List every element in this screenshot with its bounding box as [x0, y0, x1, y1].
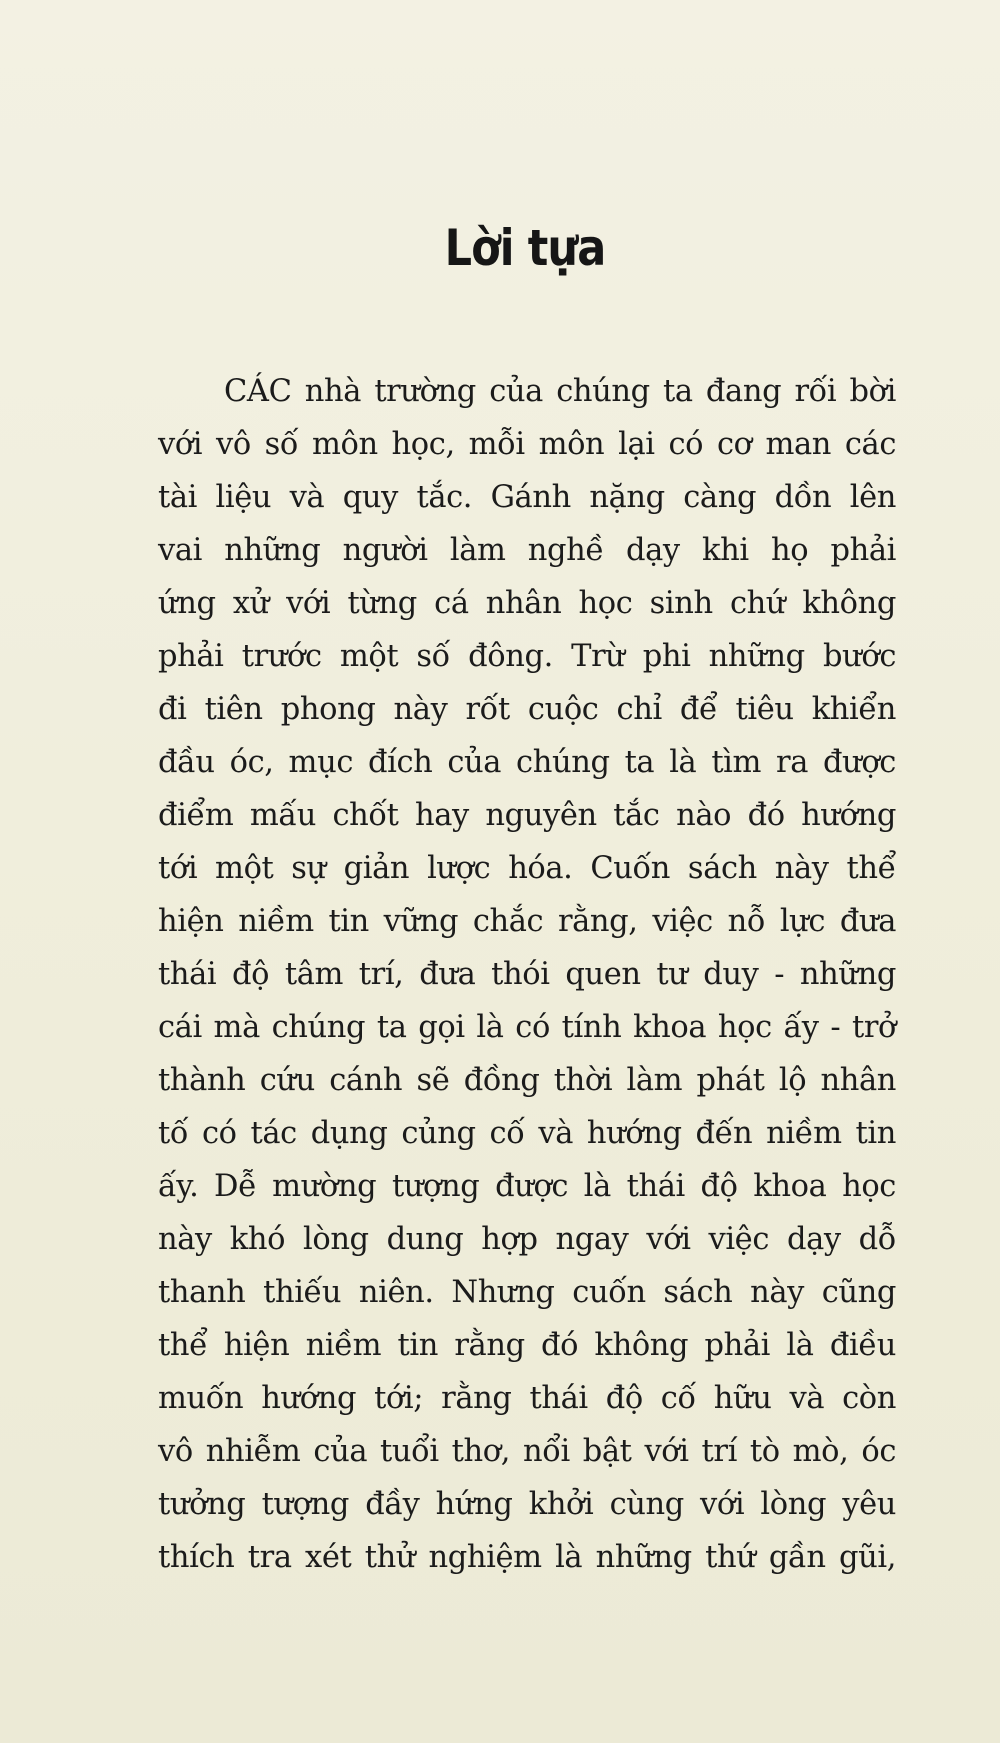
text-line: thái độ tâm trí, đưa thói quen tư duy - những [158, 957, 896, 992]
text-line: đầu óc, mục đích của chúng ta là tìm ra được [158, 745, 896, 780]
text-line: thành cứu cánh sẽ đồng thời làm phát lộ nhân [158, 1063, 896, 1098]
text-line: ấy. Dễ mường tượng được là thái độ khoa học [158, 1169, 896, 1204]
text-line: vô nhiễm của tuổi thơ, nổi bật với trí tò mò, óc [158, 1434, 896, 1469]
text-line: ứng xử với từng cá nhân học sinh chứ không [158, 586, 896, 621]
text-line: này khó lòng dung hợp ngay với việc dạy dỗ [158, 1222, 896, 1257]
text-line: với vô số môn học, mỗi môn lại có cơ man các [158, 427, 896, 462]
text-line: điểm mấu chốt hay nguyên tắc nào đó hướng [158, 798, 896, 833]
text-line: cái mà chúng ta gọi là có tính khoa học ấy - trở [158, 1010, 896, 1045]
text-line: CÁC nhà trường của chúng ta đang rối bời [224, 374, 896, 409]
text-line: tới một sự giản lược hóa. Cuốn sách này thể [158, 851, 896, 886]
text-line: thích tra xét thử nghiệm là những thứ gần gũi, [158, 1540, 896, 1575]
text-line: tố có tác dụng củng cố và hướng đến niềm tin [158, 1116, 896, 1151]
body-paragraph [158, 365, 896, 1584]
text-line: tưởng tượng đầy hứng khởi cùng với lòng yêu [158, 1487, 896, 1522]
text-line: phải trước một số đông. Trừ phi những bước [158, 639, 896, 674]
text-line: thanh thiếu niên. Nhưng cuốn sách này cũng [158, 1275, 896, 1310]
text-line: tài liệu và quy tắc. Gánh nặng càng dồn lên [158, 480, 896, 515]
text-line: vai những người làm nghề dạy khi họ phải [158, 533, 896, 568]
text-line: muốn hướng tới; rằng thái độ cố hữu và còn [158, 1381, 896, 1416]
page-title: Lời tựa [444, 218, 606, 277]
text-line: hiện niềm tin vững chắc rằng, việc nỗ lực đưa [158, 904, 896, 939]
text-line: đi tiên phong này rốt cuộc chỉ để tiêu khiển [158, 692, 896, 727]
text-line: thể hiện niềm tin rằng đó không phải là điều [158, 1328, 896, 1363]
